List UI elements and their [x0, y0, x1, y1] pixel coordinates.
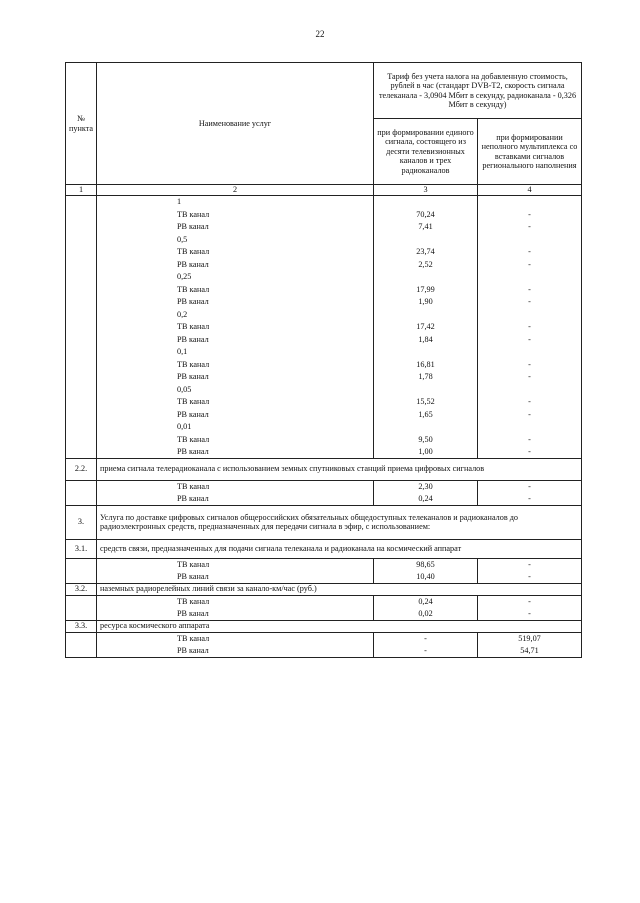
table-row [66, 396, 582, 409]
section-title: ресурса космического аппарата [97, 620, 582, 632]
value-col3: 1,00 [374, 446, 478, 459]
table-row [66, 433, 582, 446]
table-row [66, 446, 582, 459]
header-num: № пункта [66, 63, 97, 185]
value-col3: 7,41 [374, 221, 478, 234]
row-num-empty [66, 396, 97, 409]
row-num-empty [66, 480, 97, 493]
value-col3: 23,74 [374, 246, 478, 259]
table-row [66, 480, 582, 493]
row-num-empty [66, 346, 97, 359]
table-row [66, 383, 582, 396]
value-col3: 17,42 [374, 321, 478, 334]
value-col4: - [478, 608, 582, 621]
row-num-empty [66, 321, 97, 334]
value-col4 [478, 421, 582, 434]
value-col3: 1,84 [374, 333, 478, 346]
row-num-empty [66, 371, 97, 384]
item-label: ТВ канал [97, 283, 374, 296]
item-label: 1 [97, 196, 374, 209]
channel-label: ТВ канал [97, 632, 374, 645]
table-row [66, 271, 582, 284]
value-col4: - [478, 358, 582, 371]
value-col3: 16,81 [374, 358, 478, 371]
table-row [66, 493, 582, 506]
row-num-empty [66, 296, 97, 309]
row-num-empty [66, 558, 97, 571]
value-col4: - [478, 246, 582, 259]
value-col3: 0,24 [374, 493, 478, 506]
value-col4: - [478, 258, 582, 271]
item-label: ТВ канал [97, 321, 374, 334]
value-col4: - [478, 493, 582, 506]
table-row [66, 645, 582, 658]
row-num-empty [66, 221, 97, 234]
row-num-empty [66, 208, 97, 221]
row-num-empty [66, 571, 97, 584]
row-num-empty [66, 645, 97, 658]
table-row [66, 608, 582, 621]
section-row [66, 539, 582, 558]
row-num-empty [66, 446, 97, 459]
value-col4 [478, 271, 582, 284]
section-row [66, 583, 582, 595]
index-col2: 2 [97, 185, 374, 196]
table-row [66, 558, 582, 571]
value-col3: 1,65 [374, 408, 478, 421]
table-row [66, 258, 582, 271]
item-label: РВ канал [97, 371, 374, 384]
value-col3 [374, 346, 478, 359]
channel-label: РВ канал [97, 645, 374, 658]
item-label: РВ канал [97, 446, 374, 459]
value-col3: - [374, 632, 478, 645]
row-num-empty [66, 433, 97, 446]
value-col4: - [478, 296, 582, 309]
value-col4: - [478, 283, 582, 296]
item-label: РВ канал [97, 333, 374, 346]
value-col4: - [478, 208, 582, 221]
item-label: РВ канал [97, 221, 374, 234]
section-title: приема сигнала телерадиоканала с использованием земных спутниковых станций приема цифровых сигналов [97, 458, 582, 480]
value-col4: - [478, 221, 582, 234]
value-col4 [478, 196, 582, 209]
table-row [66, 283, 582, 296]
value-col3: 9,50 [374, 433, 478, 446]
row-num-empty [66, 271, 97, 284]
row-num-empty [66, 358, 97, 371]
row-num-empty [66, 258, 97, 271]
channel-label: РВ канал [97, 493, 374, 506]
index-col3: 3 [374, 185, 478, 196]
value-col3 [374, 196, 478, 209]
value-col4: - [478, 396, 582, 409]
section-row [66, 505, 582, 539]
value-col3 [374, 383, 478, 396]
value-col3 [374, 421, 478, 434]
value-col4: - [478, 480, 582, 493]
channel-label: РВ канал [97, 571, 374, 584]
table-row [66, 321, 582, 334]
value-col3 [374, 271, 478, 284]
value-col4 [478, 383, 582, 396]
value-col3 [374, 308, 478, 321]
table-row [66, 358, 582, 371]
value-col3 [374, 233, 478, 246]
page-number: 22 [315, 29, 325, 39]
header-tariff: Тариф без учета налога на добавленную стоимость, рублей в час (стандарт DVB-T2, скорость сигнала телеканала - 3,0904 Мбит в секунду, радиоканала - 0,326 Мбит в секунду) [374, 63, 582, 119]
row-num-empty [66, 333, 97, 346]
section-row [66, 620, 582, 632]
section-num: 3. [66, 505, 97, 539]
section-num: 3.1. [66, 539, 97, 558]
value-col4: - [478, 558, 582, 571]
item-label: 0,25 [97, 271, 374, 284]
table-row [66, 208, 582, 221]
table-row [66, 333, 582, 346]
value-col3: - [374, 645, 478, 658]
table-row [66, 408, 582, 421]
value-col4 [478, 233, 582, 246]
table-row [66, 571, 582, 584]
item-label: ТВ канал [97, 246, 374, 259]
table-row [66, 632, 582, 645]
table-row [66, 421, 582, 434]
table-row [66, 221, 582, 234]
value-col4: - [478, 408, 582, 421]
item-label: 0,1 [97, 346, 374, 359]
header-name: Наименование услуг [97, 63, 374, 185]
value-col3: 2,52 [374, 258, 478, 271]
channel-label: РВ канал [97, 608, 374, 621]
item-label: РВ канал [97, 258, 374, 271]
item-label: 0,05 [97, 383, 374, 396]
row-num-empty [66, 196, 97, 209]
table-row [66, 346, 582, 359]
table-row [66, 595, 582, 608]
row-num-empty [66, 283, 97, 296]
table-row [66, 296, 582, 309]
row-num-empty [66, 608, 97, 621]
header-col4: при формировании неполного мультиплекса со вставками сигналов регионального наполнения [478, 119, 582, 185]
channel-label: ТВ канал [97, 558, 374, 571]
value-col4: - [478, 321, 582, 334]
channel-label: ТВ канал [97, 480, 374, 493]
value-col4 [478, 308, 582, 321]
item-label: ТВ канал [97, 208, 374, 221]
table-row [66, 371, 582, 384]
row-num-empty [66, 246, 97, 259]
value-col3: 2,30 [374, 480, 478, 493]
header-col3: при формировании единого сигнала, состоящего из десяти телевизионных каналов и трех радиоканалов [374, 119, 478, 185]
value-col4: 54,71 [478, 645, 582, 658]
section-row [66, 458, 582, 480]
row-num-empty [66, 383, 97, 396]
index-col1: 1 [66, 185, 97, 196]
value-col4: - [478, 595, 582, 608]
value-col4: - [478, 371, 582, 384]
value-col4: - [478, 433, 582, 446]
value-col3: 10,40 [374, 571, 478, 584]
section-num: 2.2. [66, 458, 97, 480]
item-label: РВ канал [97, 408, 374, 421]
value-col3: 0,02 [374, 608, 478, 621]
row-num-empty [66, 493, 97, 506]
row-num-empty [66, 632, 97, 645]
value-col3: 1,90 [374, 296, 478, 309]
section-num: 3.2. [66, 583, 97, 595]
section-title: Услуга по доставке цифровых сигналов общероссийских обязательных общедоступных телеканалов и радиоканалов до радиоэлектронных средств, предназначенных для передачи сигнала в эфир, с использованием: [97, 505, 582, 539]
item-label: 0,01 [97, 421, 374, 434]
item-label: ТВ канал [97, 358, 374, 371]
section-num: 3.3. [66, 620, 97, 632]
value-col4: - [478, 333, 582, 346]
value-col3: 0,24 [374, 595, 478, 608]
index-col4: 4 [478, 185, 582, 196]
item-label: 0,5 [97, 233, 374, 246]
row-num-empty [66, 408, 97, 421]
value-col4: 519,07 [478, 632, 582, 645]
value-col3: 17,99 [374, 283, 478, 296]
value-col3: 1,78 [374, 371, 478, 384]
section-title: наземных радиорелейных линий связи за канало-км/час (руб.) [97, 583, 582, 595]
value-col3: 98,65 [374, 558, 478, 571]
item-label: РВ канал [97, 296, 374, 309]
row-num-empty [66, 233, 97, 246]
section-title: средств связи, предназначенных для подачи сигнала телеканала и радиоканала на космический аппарат [97, 539, 582, 558]
table-row [66, 196, 582, 209]
value-col4: - [478, 571, 582, 584]
table-row [66, 246, 582, 259]
item-label: 0,2 [97, 308, 374, 321]
row-num-empty [66, 421, 97, 434]
table-row [66, 233, 582, 246]
value-col4: - [478, 446, 582, 459]
item-label: ТВ канал [97, 396, 374, 409]
row-num-empty [66, 308, 97, 321]
channel-label: ТВ канал [97, 595, 374, 608]
tariff-table [65, 62, 582, 658]
table-row [66, 308, 582, 321]
value-col3: 70,24 [374, 208, 478, 221]
value-col3: 15,52 [374, 396, 478, 409]
item-label: ТВ канал [97, 433, 374, 446]
value-col4 [478, 346, 582, 359]
row-num-empty [66, 595, 97, 608]
